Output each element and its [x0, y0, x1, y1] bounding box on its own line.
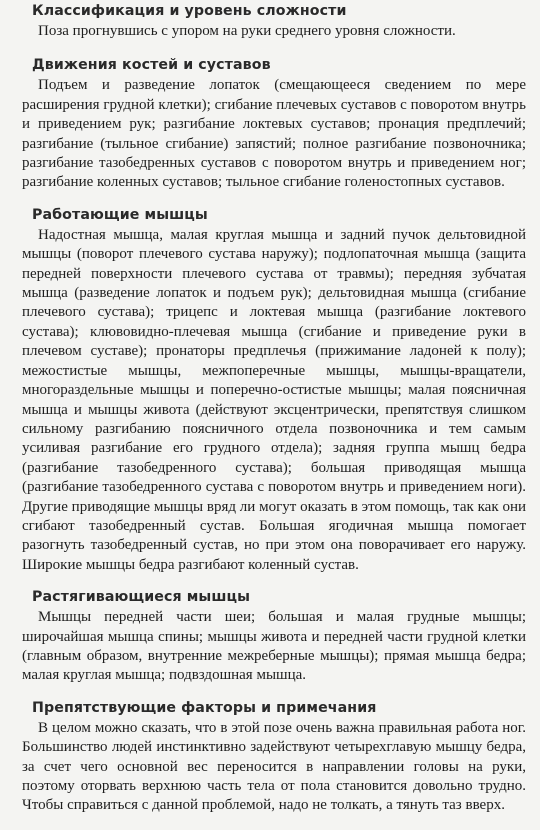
section-heading: Препятствующие факторы и примечания: [32, 699, 377, 716]
section-text: Надостная мышца, малая круглая мышца и задний пучок дельтовидной мышцы (поворот плечевого сустава наружу); подлопаточная мышца (защита передней поверхности плечевого сустава от травмы); передняя зубчатая мышца (разведение лопаток и подъем рук); дельтовидная мышца (сгибание плечевого сустава); трицепс и локтевая мышца (разгибание локтевого сустава); клювовидно-плечевая мышца (сгибание и приведение руки в плечевом суставе); пронаторы предплечья (прижимание ладоней к полу); межостистые мышцы, межпоперечные мышцы, мышцы-вращатели, многораздельные мышцы и поперечно-остистые мышцы; малая поясничная мышца и мышцы живота (действуют эксцентрически, препятствуя слишком сильному разгибанию поясничного отдела позвоночника и тем самым усиливая разгибание его грудного отдела); задняя группа мышц бедра (разгибание тазобедренного сустава); большая приводящая мышца (разгибание тазобедренного сустава с поворотом внутрь и приведением ноги). Другие приводящие мышцы вряд ли могут оказать в этом помощь, так как они сгибают тазобедренный сустав. Большая ягодичная мышца помогает разогнуть тазобедренный сустав, но при этом она поворачивает его наружу. Широкие мышцы бедра разгибают коленный сустав.: [22, 226, 526, 573]
section-working-muscles: [22, 202, 526, 575]
section-classification: [22, 0, 526, 41]
section-text: Подъем и разведение лопаток (смещающееся сведением по мере расширения грудной клетки); сгибание плечевых суставов с поворотом внутрь и приведением рук; разгибание локтевых суставов; пронация предплечий; разгибание (тыльное сгибание) запястий; полное разгибание позвоночника; разгибание тазобедренных суставов с поворотом внутрь и приведением ног; разгибание коленных суставов; тыльное сгибание голеностопных суставов.: [22, 77, 526, 191]
section-heading: Классификация и уровень сложности: [32, 3, 347, 19]
section-stretching-muscles: [22, 584, 526, 686]
section-text: Мышцы передней части шеи; большая и малая грудные мышцы; широчайшая мышца спины; мышцы живота и передней части грудной клетки (главным образом, внутренние межреберные мышцы); прямая мышца бедра; малая круглая мышца; подвздошная мышца.: [22, 609, 526, 684]
section-heading: Растягивающиеся мышцы: [32, 589, 251, 606]
section-text: Поза прогнувшись с упором на руки среднего уровня сложности.: [38, 23, 456, 39]
section-obstacles-notes: [22, 695, 526, 816]
section-joint-movements: [22, 52, 526, 192]
section-text: В целом можно сказать, что в этой позе очень важна правильная работа ног. Большинство людей инстинктивно задействуют четырехглавую мышцу бедра, за счет чего основной вес переносится в направлении головы на руки, поэтому оторвать верхнюю часть тела от пола становится довольно трудно. Чтобы справиться с данной проблемой, надо не толкать, а тянуть таз вверх.: [22, 719, 526, 814]
section-heading: Движения костей и суставов: [32, 57, 271, 74]
section-heading: Работающие мышцы: [32, 206, 208, 223]
